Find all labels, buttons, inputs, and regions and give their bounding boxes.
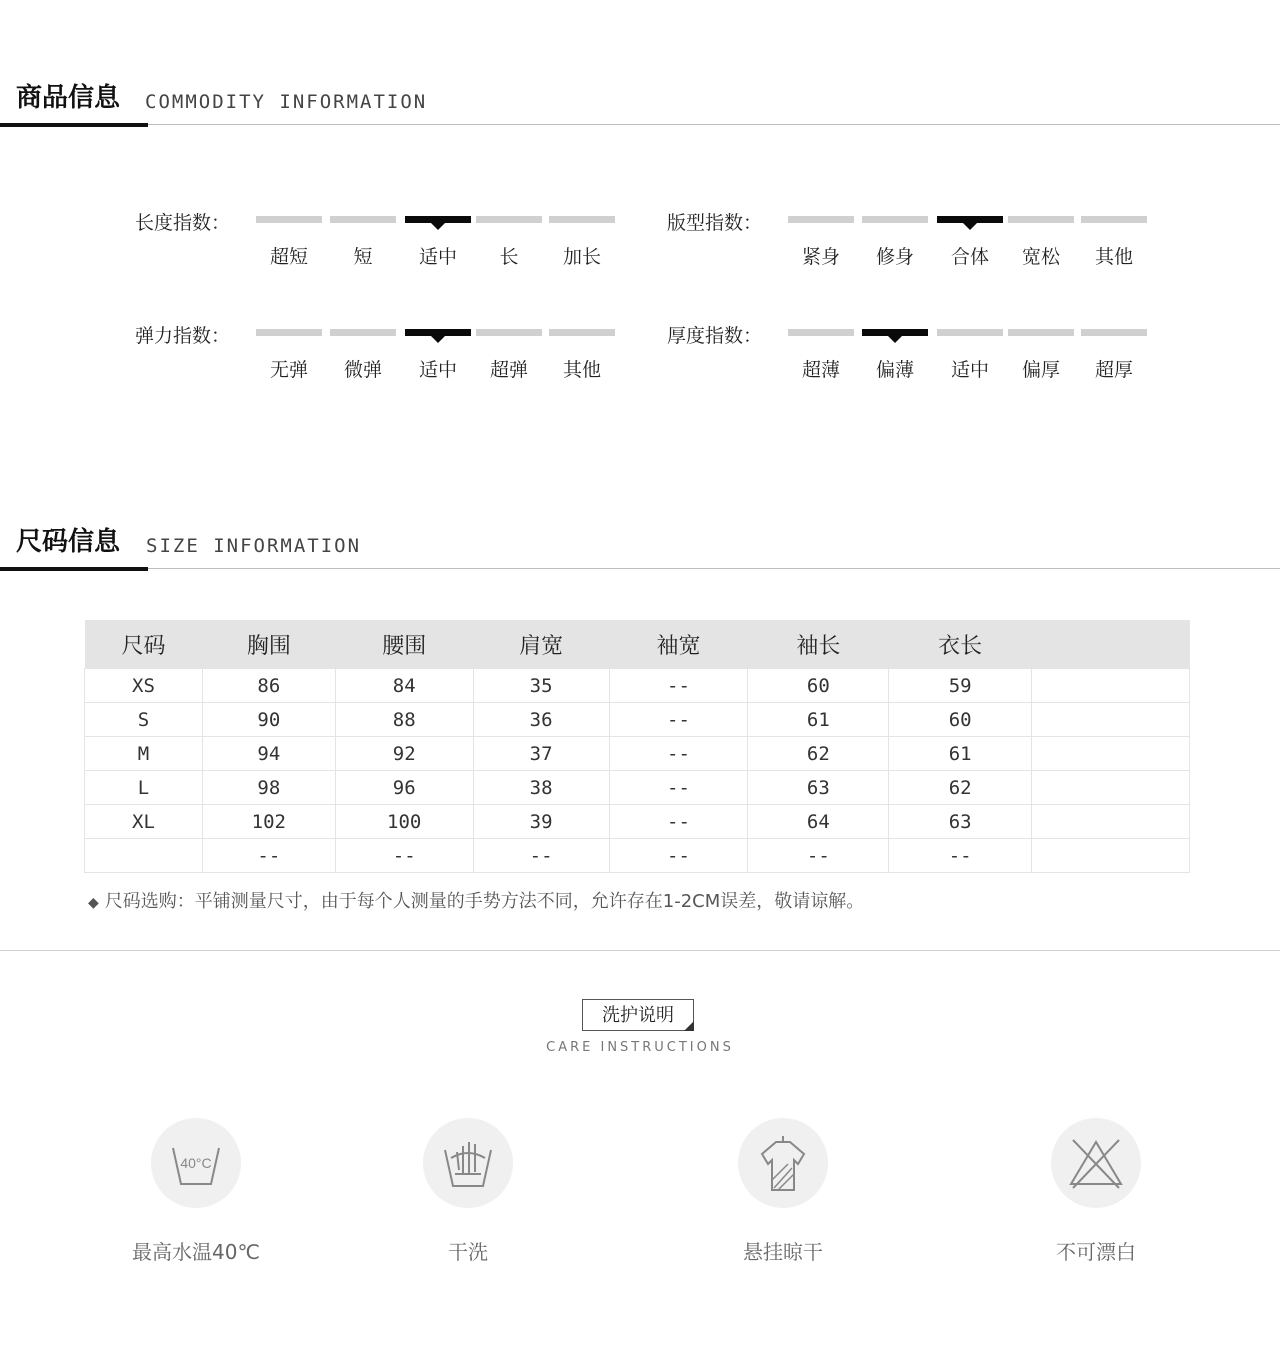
table-cell: 62 xyxy=(889,771,1032,805)
index-option: 其他 xyxy=(1094,246,1133,268)
table-cell: 100 xyxy=(335,805,473,839)
index-option: 其他 xyxy=(562,359,601,381)
care-subtitle: CARE INSTRUCTIONS xyxy=(546,1040,734,1055)
table-cell: M xyxy=(85,737,203,771)
index-option: 超厚 xyxy=(1094,359,1133,381)
corner-triangle-icon xyxy=(684,1021,694,1031)
header-rule xyxy=(0,568,1280,569)
no-bleach-icon xyxy=(1051,1118,1141,1208)
care-caption: 悬挂晾干 xyxy=(743,1240,823,1264)
index-bar-segment xyxy=(330,329,396,336)
commodity-title-en: COMMODITY INFORMATION xyxy=(145,91,428,113)
index-bar-segment xyxy=(788,216,854,223)
index-bar-segment-active xyxy=(405,329,471,336)
index-label: 弹力指数： xyxy=(135,325,231,347)
index-bar-segment xyxy=(1081,329,1147,336)
index-option: 适中 xyxy=(418,359,457,381)
index-option: 超弹 xyxy=(489,359,528,381)
table-cell: 88 xyxy=(335,703,473,737)
index-bar-segment-active xyxy=(862,329,928,336)
table-header-cell: 袖宽 xyxy=(609,620,748,669)
index-option: 合体 xyxy=(950,246,989,268)
table-cell: 94 xyxy=(202,737,335,771)
table-cell: -- xyxy=(335,839,473,873)
elasticity-index xyxy=(135,323,655,393)
index-bar-segment xyxy=(937,329,1003,336)
fit-index xyxy=(667,210,1187,280)
care-caption: 不可漂白 xyxy=(1056,1240,1136,1264)
table-cell: -- xyxy=(202,839,335,873)
table-cell: L xyxy=(85,771,203,805)
table-cell xyxy=(1032,771,1190,805)
hang-dry-icon xyxy=(738,1118,828,1208)
index-option: 超薄 xyxy=(801,359,840,381)
index-option: 超短 xyxy=(269,246,308,268)
table-cell: XS xyxy=(85,669,203,703)
table-header-cell: 衣长 xyxy=(889,620,1032,669)
table-cell xyxy=(1032,805,1190,839)
index-option: 紧身 xyxy=(801,246,840,268)
index-label: 厚度指数： xyxy=(667,325,763,347)
header-rule-accent xyxy=(0,567,148,571)
table-cell xyxy=(1032,703,1190,737)
table-cell: -- xyxy=(609,703,748,737)
table-header-cell: 胸围 xyxy=(202,620,335,669)
index-option: 加长 xyxy=(562,246,601,268)
commodity-header xyxy=(0,78,1280,128)
table-cell: 86 xyxy=(202,669,335,703)
table-row xyxy=(85,771,1190,805)
table-cell: 90 xyxy=(202,703,335,737)
table-header-cell: 尺码 xyxy=(85,620,203,669)
index-bar-segment xyxy=(862,216,928,223)
index-bar-segment xyxy=(476,216,542,223)
table-cell: -- xyxy=(609,669,748,703)
table-cell: 63 xyxy=(748,771,889,805)
table-cell: 39 xyxy=(473,805,609,839)
table-cell: 102 xyxy=(202,805,335,839)
table-cell: 92 xyxy=(335,737,473,771)
table-cell xyxy=(1032,839,1190,873)
wash-40c-icon xyxy=(151,1118,241,1208)
commodity-title-cn: 商品信息 xyxy=(16,83,121,113)
table-cell: 61 xyxy=(748,703,889,737)
diamond-icon: ◆ xyxy=(88,895,99,911)
table-cell: -- xyxy=(473,839,609,873)
section-divider xyxy=(0,950,1280,951)
size-note-text: 尺码选购：平铺测量尺寸，由于每个人测量的手势方法不同，允许存在1-2CM误差，敬请谅解。 xyxy=(104,891,865,912)
index-label: 版型指数： xyxy=(667,212,763,234)
table-cell: 60 xyxy=(748,669,889,703)
index-label: 长度指数： xyxy=(135,212,231,234)
index-option: 长 xyxy=(499,246,519,268)
table-cell: -- xyxy=(609,805,748,839)
care-item-no-bleach xyxy=(996,1118,1196,1278)
table-cell: 63 xyxy=(889,805,1032,839)
index-bar-segment xyxy=(1008,329,1074,336)
index-bar-segment xyxy=(549,329,615,336)
index-bar-segment-active xyxy=(405,216,471,223)
table-cell: 64 xyxy=(748,805,889,839)
table-cell: 62 xyxy=(748,737,889,771)
care-caption: 干洗 xyxy=(448,1240,488,1264)
table-cell: 84 xyxy=(335,669,473,703)
size-table xyxy=(84,620,1190,873)
size-note xyxy=(88,888,864,917)
table-cell xyxy=(1032,669,1190,703)
care-title xyxy=(582,999,694,1031)
table-cell xyxy=(1032,737,1190,771)
index-bar-segment xyxy=(256,329,322,336)
care-title-text: 洗护说明 xyxy=(602,1005,674,1026)
index-option: 修身 xyxy=(875,246,914,268)
care-item-hang-dry xyxy=(683,1118,883,1278)
care-item-dry-clean xyxy=(368,1118,568,1278)
header-rule xyxy=(0,124,1280,125)
index-bar-segment xyxy=(256,216,322,223)
length-index xyxy=(135,210,655,280)
hand-wash-icon xyxy=(423,1118,513,1208)
table-row xyxy=(85,839,1190,873)
index-option: 偏厚 xyxy=(1021,359,1060,381)
index-option: 宽松 xyxy=(1021,246,1060,268)
index-bar-segment xyxy=(476,329,542,336)
index-bar-segment xyxy=(549,216,615,223)
index-option: 微弹 xyxy=(343,359,382,381)
size-title-en: SIZE INFORMATION xyxy=(146,535,362,557)
table-cell: 35 xyxy=(473,669,609,703)
index-bar-segment xyxy=(330,216,396,223)
table-header-cell: 肩宽 xyxy=(473,620,609,669)
header-rule-accent xyxy=(0,123,148,127)
table-cell: 60 xyxy=(889,703,1032,737)
table-cell: S xyxy=(85,703,203,737)
thickness-index xyxy=(667,323,1187,393)
table-cell: 98 xyxy=(202,771,335,805)
table-cell: 36 xyxy=(473,703,609,737)
index-option: 适中 xyxy=(418,246,457,268)
table-cell: 61 xyxy=(889,737,1032,771)
table-cell: -- xyxy=(889,839,1032,873)
size-header xyxy=(0,522,1280,572)
wash-temp-label: 40°C xyxy=(180,1155,212,1171)
index-option: 偏薄 xyxy=(875,359,914,381)
size-title-cn: 尺码信息 xyxy=(16,527,121,557)
table-cell: XL xyxy=(85,805,203,839)
index-option: 适中 xyxy=(950,359,989,381)
care-item-wash-temp xyxy=(96,1118,296,1278)
size-table-header-row xyxy=(85,620,1190,669)
table-cell xyxy=(85,839,203,873)
table-row xyxy=(85,805,1190,839)
index-bar-segment xyxy=(788,329,854,336)
table-cell: -- xyxy=(609,839,748,873)
table-cell: 96 xyxy=(335,771,473,805)
table-row xyxy=(85,703,1190,737)
table-cell: -- xyxy=(748,839,889,873)
table-header-cell: 袖长 xyxy=(748,620,889,669)
table-row xyxy=(85,737,1190,771)
table-cell: -- xyxy=(609,737,748,771)
index-option: 短 xyxy=(353,246,373,268)
index-bar-segment xyxy=(1008,216,1074,223)
table-row xyxy=(85,669,1190,703)
index-option: 无弹 xyxy=(269,359,308,381)
index-bar-segment-active xyxy=(937,216,1003,223)
table-cell: -- xyxy=(609,771,748,805)
table-header-cell xyxy=(1032,620,1190,669)
index-bar-segment xyxy=(1081,216,1147,223)
care-caption: 最高水温40℃ xyxy=(132,1240,260,1264)
table-cell: 38 xyxy=(473,771,609,805)
table-header-cell: 腰围 xyxy=(335,620,473,669)
table-cell: 59 xyxy=(889,669,1032,703)
table-cell: 37 xyxy=(473,737,609,771)
